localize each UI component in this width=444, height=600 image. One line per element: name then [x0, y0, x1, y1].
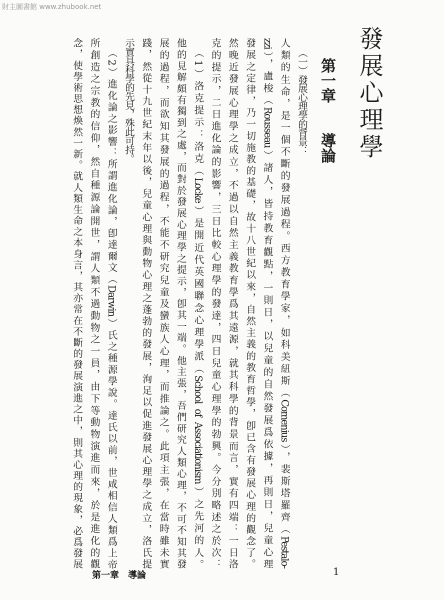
watermark: 財主圖書館 www.zhubook.net [2, 3, 102, 11]
chapter-heading [319, 58, 337, 198]
section-heading-background: （一）發展心理學的背景： [296, 47, 307, 155]
text-column: 克的提示，二日進化論的影響，三日比較心理學的發達，四日兒童心理學的勃興。今分別略述之於次： [209, 38, 221, 568]
book-title: 發展心理學 [355, 26, 383, 161]
text-column: zzi），盧梭（Rousseau）諸人，皆持教育觀點，一則日，以兒童的自然發展爲依據，再則日，兒童心理 [261, 38, 273, 568]
subsection-evolution-column: （2）進化論之影響：所謂進化論，卽達爾文（Darwin）氏之種源學說。達氏以前，世咸相信人類爲上帝 [105, 47, 117, 568]
text-column: 踐，然從十九世紀末年以後，兒童心理與動物心理之蓬勃的發展，洵足以促進發展心理學之成立，洛氏提 [140, 38, 152, 568]
text-column: 所創造之宗教的信仰，然自種源論開世，謂人類不過動物之一員，由下等動物演進而來，於是進化的觀 [88, 38, 100, 568]
page-number: 1 [333, 567, 340, 578]
text-column: 念，使學術思想煥然一新。就人類生命之本身言，其亦常在不斷的發展演進之中，則其心理的現象，必爲發展 [71, 38, 83, 568]
footer-running-head: 第一章 導論 [92, 571, 147, 581]
chapter-title: 導論 [319, 133, 337, 163]
text-body [68, 38, 310, 568]
subsection-locke-column: （1）洛克提示：洛克（Locke）是開近代英國聯念心理學派（School of Associationism）之先河的人。 [192, 47, 204, 568]
text-column: 人類的生命，是一個不斷的發展過程。西方教育學家，如科美紐斯（Comenius），裴斯塔羅齊（Pestalo- [278, 38, 290, 568]
text-column: 展的過程，而欲知其發展的過程，不能不研究兒童及蠻族人心理，而推論之。此項主張，在當時雖未實 [157, 38, 169, 568]
text-column: 他的見解頗有獨到之處，而對於發展心理學之提示，卽其一端。他主張，吾們研究人類心理，不可不知其發 [174, 38, 186, 568]
text-column: 示實具科學的先見，殊此可持。 [123, 38, 135, 163]
text-column: 然晚近發展心理學之成立，不過以自然主義教育學爲其遠源，就其科學的背景而言，實有四端：一日洛 [226, 38, 238, 568]
chapter-number: 第一章 [319, 58, 337, 103]
text-column: 發展之定律，乃一切施教的基礎，故十八世紀以來，自然主義的教育哲學，卽已含有發展心理的觀念了。 [244, 38, 256, 568]
